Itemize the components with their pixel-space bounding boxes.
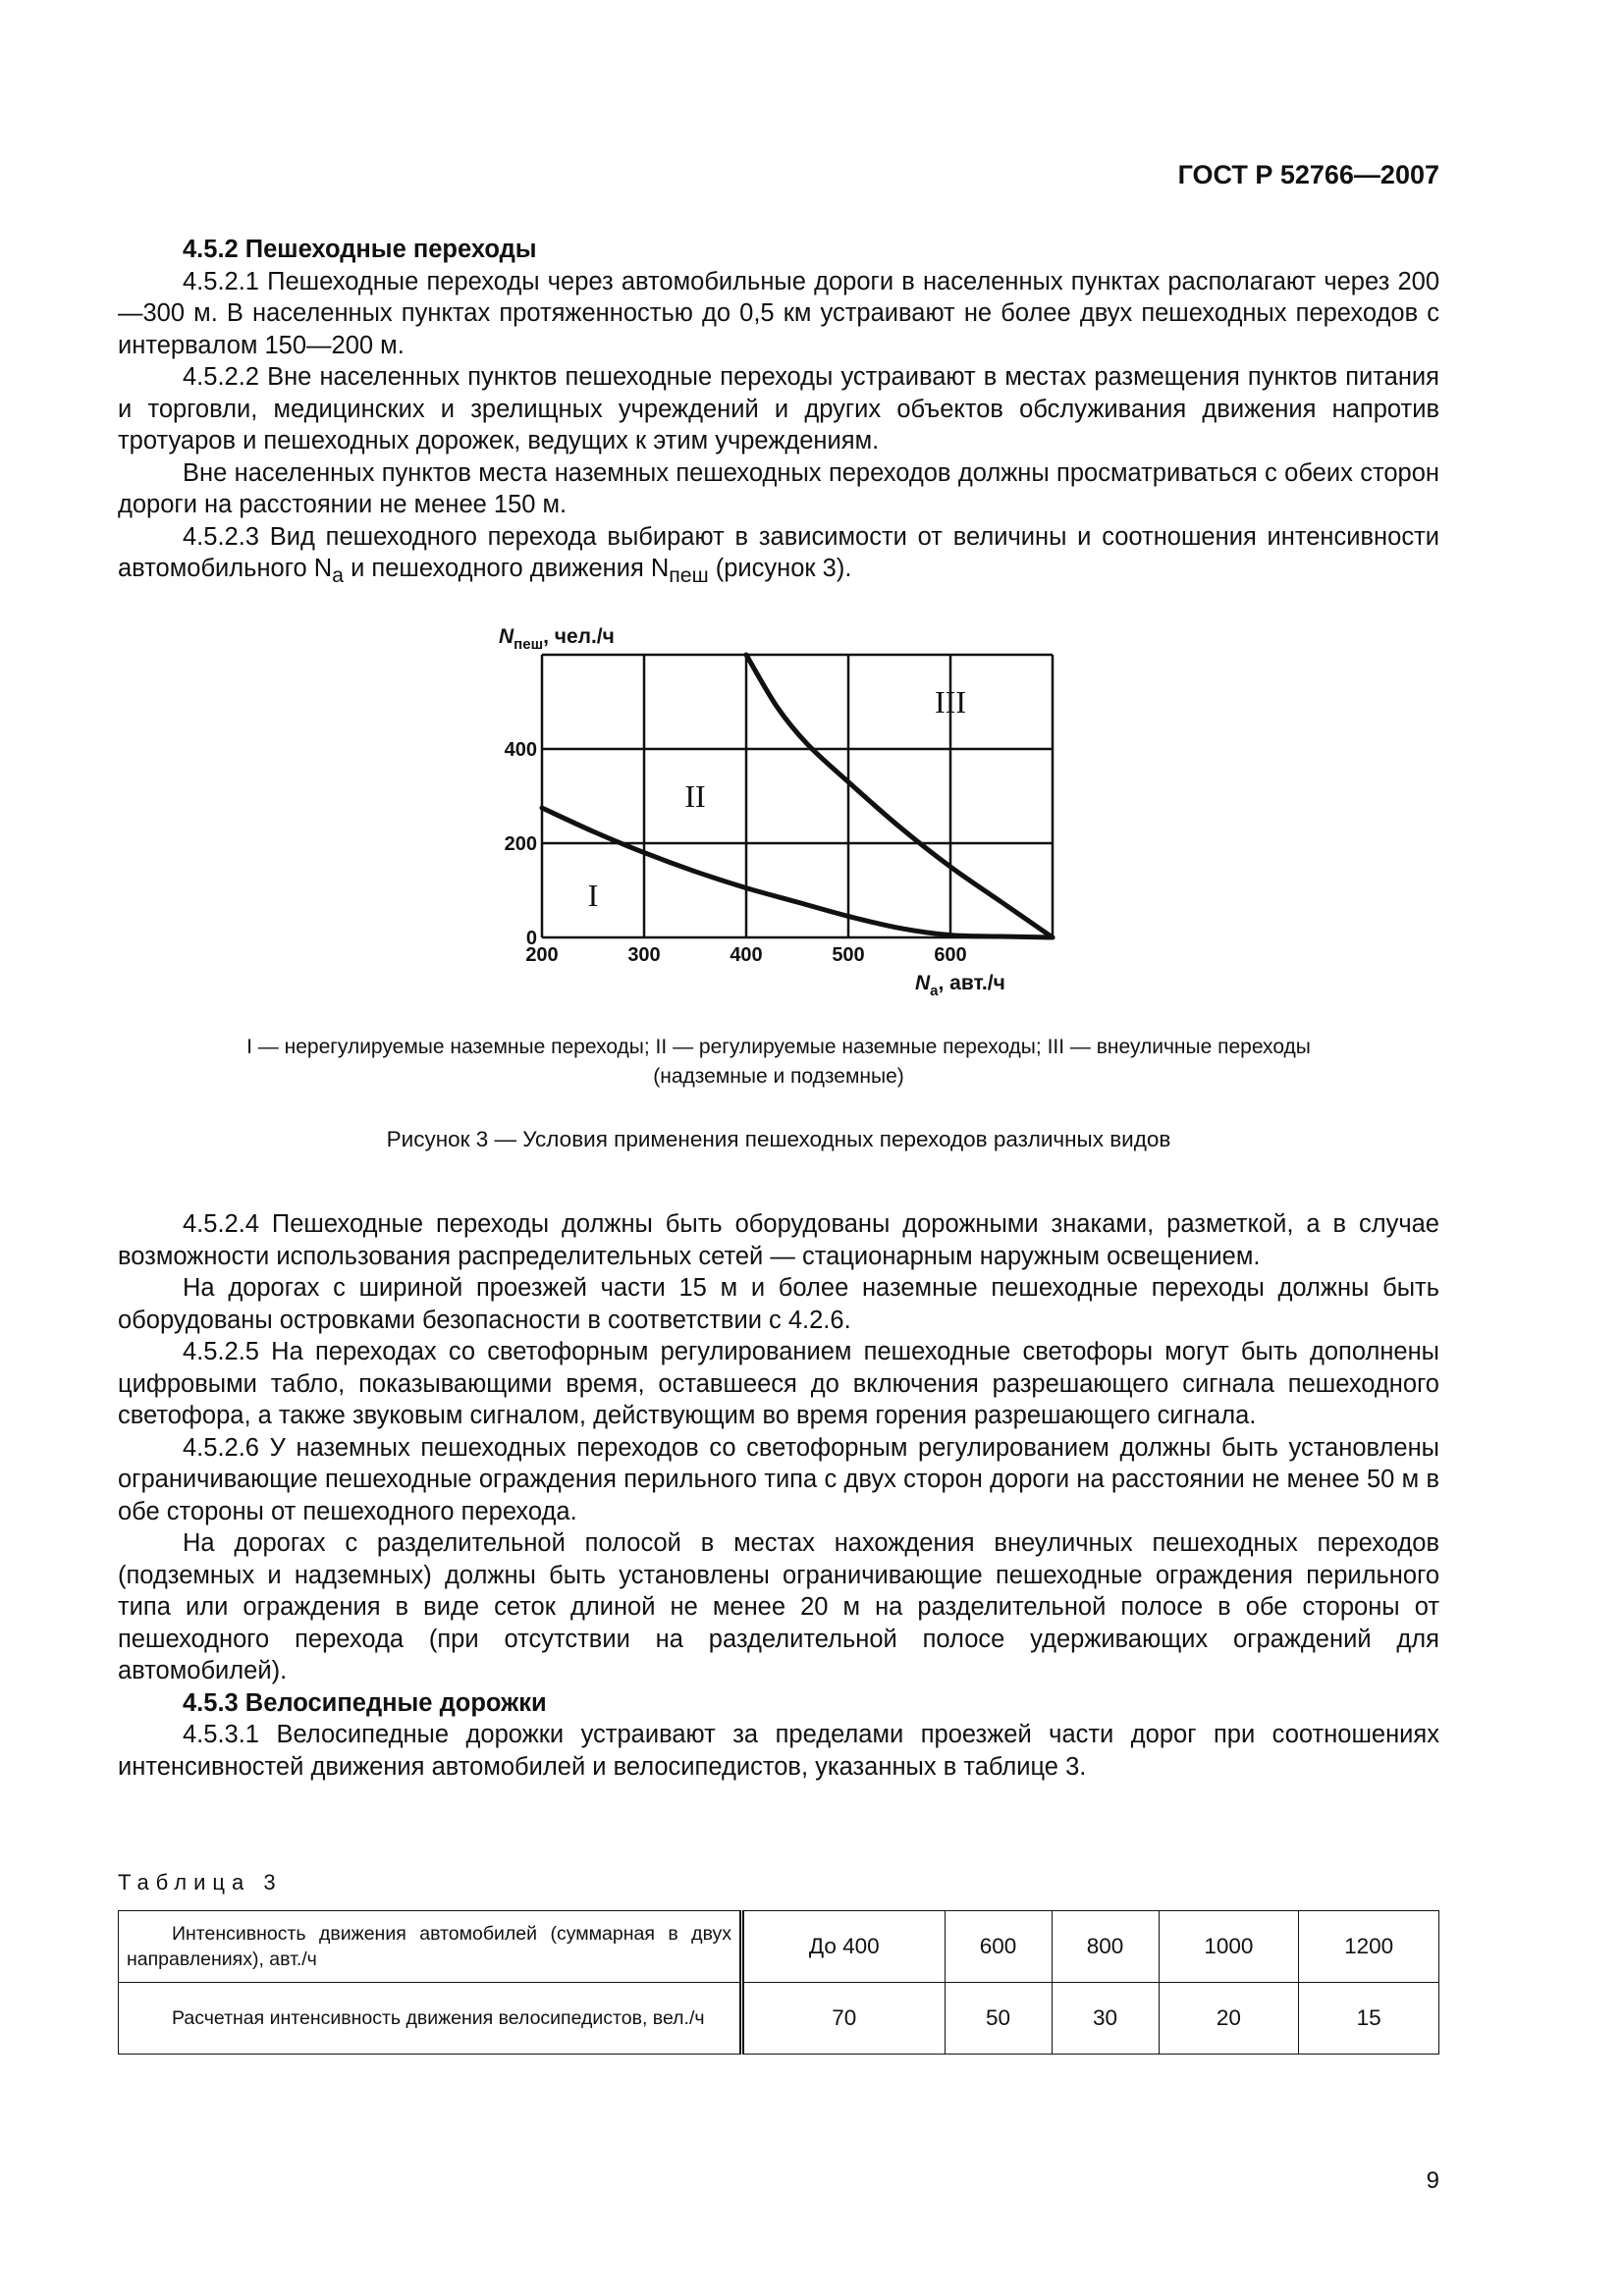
chart-svg (471, 614, 1100, 1006)
paragraph-4-5-2-2: 4.5.2.2 Вне населенных пунктов пешеходные переходы устраивают в местах размещения пунктов питания и торговли, медицинских и зрелищных учреждений и других объектов обслуживания движения напротив тротуаров и пешеходных дорожек, ведущих к этим учреждениям. (118, 363, 1439, 454)
chart-grid (542, 655, 1053, 937)
table-cell: 600 (945, 1911, 1052, 1983)
x-axis-label-main: N (915, 972, 931, 994)
boundary-curve (746, 655, 1053, 937)
table-row (119, 1911, 1439, 1983)
table-row (119, 1983, 1439, 2055)
y-tick-label: 200 (504, 833, 537, 855)
table-row-header-text: Расчетная интенсивность движения велосипедистов, вел./ч (172, 2007, 705, 2029)
y-tick-label: 400 (504, 739, 537, 761)
figure-caption-line: (надземные и подземные) (653, 1065, 904, 1088)
x-axis-label-unit: , авт./ч (938, 972, 1005, 994)
table-cell: 20 (1159, 1983, 1299, 2055)
figure-title: Рисунок 3 — Условия применения пешеходных переходов различных видов (386, 1127, 1171, 1151)
x-tick-label: 400 (730, 944, 763, 966)
table-row-header-text: Интенсивность движения автомобилей (суммарная в двух направлениях), авт./ч (127, 1923, 731, 1970)
x-tick-label: 600 (934, 944, 967, 966)
table-row-header (119, 1911, 742, 1983)
table-cell: 50 (945, 1983, 1052, 2055)
paragraph-4-5-2-3 (118, 521, 1439, 592)
y-tick-label: 0 (525, 928, 537, 949)
table-cell: 70 (742, 1983, 946, 2055)
boundary-curve (542, 808, 1053, 937)
section-4-5-2 (118, 234, 1439, 592)
x-axis-label (915, 972, 1005, 999)
table-3 (118, 1910, 1439, 2055)
table-cell: 15 (1299, 1983, 1439, 2055)
section-4-5-2-continued (118, 1208, 1439, 1783)
paragraph-4-5-2-5: 4.5.2.5 На переходах со светофорным регулированием пешеходные светофоры могут быть дополнены цифровыми табло, показывающими время, оставшееся до включения разрешающего сигнала пешеходного светофора, а также звуковым сигналом, действующим во время горения разрешающего сигнала. (118, 1338, 1439, 1429)
paragraph-4-5-3-1: 4.5.3.1 Велосипедные дорожки устраивают за пределами проезжей части дорог при соотношениях интенсивностей движения автомобилей и велосипедистов, указанных в таблице 3. (118, 1721, 1439, 1781)
figure-caption (118, 1033, 1439, 1092)
region-label: II (684, 778, 706, 814)
chart-ticks (505, 739, 967, 966)
x-tick-label: 300 (627, 944, 661, 966)
subscript: пеш (669, 563, 709, 588)
table-cell: 800 (1052, 1911, 1159, 1983)
region-label: III (935, 684, 966, 720)
paragraph-safety-islands: На дорогах с шириной проезжей части 15 м и более наземные пешеходные переходы должны быть оборудованы островками безопасности в соответствии с 4.2.6. (118, 1274, 1439, 1334)
x-axis-label-sub: а (930, 983, 939, 999)
y-axis-label-unit: , чел./ч (543, 625, 615, 648)
table-cell: 1200 (1299, 1911, 1439, 1983)
subscript: а (332, 563, 344, 588)
y-axis-label-main: N (499, 625, 514, 648)
text-fragment: и пешеходного движения N (344, 555, 670, 582)
paragraph-4-5-2-1: 4.5.2.1 Пешеходные переходы через автомобильные дороги в населенных пунктах располагают через 200—300 м. В населенных пунктах протяженностью до 0,5 км устраивают не более двух пешеходных переходов с интервалом 150—200 м. (118, 267, 1439, 359)
table-row-header (119, 1983, 742, 2055)
y-axis-label (499, 625, 615, 653)
paragraph-dividing-strip: На дорогах с разделительной полосой в местах нахождения внеуличных пешеходных переходов (подземных и надземных) должны быть установлены ограничивающие пешеходные ограждения перильного типа или ограждения в виде сеток длиной не менее 20 м на разделительной полосе в обе стороны от пешеходного перехода (при отсутствии на разделительной полосе удерживающих ограждений для автомобилей). (118, 1529, 1439, 1684)
x-tick-label: 500 (832, 944, 865, 966)
table-cell: До 400 (742, 1911, 946, 1983)
table-cell: 1000 (1159, 1911, 1299, 1983)
page-number: 9 (1426, 2167, 1439, 2194)
text-fragment: (рисунок 3). (708, 555, 852, 582)
paragraph-4-5-2-6: 4.5.2.6 У наземных пешеходных переходов со светофорным регулированием должны быть установлены ограничивающие пешеходные ограждения перильного типа с двух сторон дороги на расстоянии не менее 50 м в обе стороны от пешеходного перехода. (118, 1433, 1439, 1525)
y-axis-label-sub: пеш (514, 636, 544, 653)
section-heading: 4.5.2 Пешеходные переходы (183, 236, 537, 263)
figure-caption-line: I — нерегулируемые наземные переходы; II — регулируемые наземные переходы; III — внеуличные переходы (246, 1036, 1311, 1058)
text-fragment: 4.5.2.3 Вид пешеходного перехода выбирают в зависимости от величины и соотношения интенсивности автомобильного N (118, 522, 1439, 582)
section-heading: 4.5.3 Велосипедные дорожки (183, 1688, 547, 1717)
table-label: Таблица 3 (118, 1870, 283, 1895)
paragraph-sight-distance: Вне населенных пунктов места наземных пешеходных переходов должны просматриваться с обеих сторон дороги на расстоянии не менее 150 м. (118, 458, 1439, 518)
paragraph-4-5-2-4: 4.5.2.4 Пешеходные переходы должны быть оборудованы дорожными знаками, разметкой, а в случае возможности использования распределительных сетей — стационарным наружным освещением. (118, 1210, 1439, 1270)
document-code: ГОСТ Р 52766—2007 (1177, 160, 1439, 189)
x-tick-label: 200 (525, 944, 559, 966)
region-label: I (587, 877, 599, 913)
chart-curves (542, 655, 1053, 937)
table-cell: 30 (1052, 1983, 1159, 2055)
figure-3-chart (471, 614, 1100, 1006)
